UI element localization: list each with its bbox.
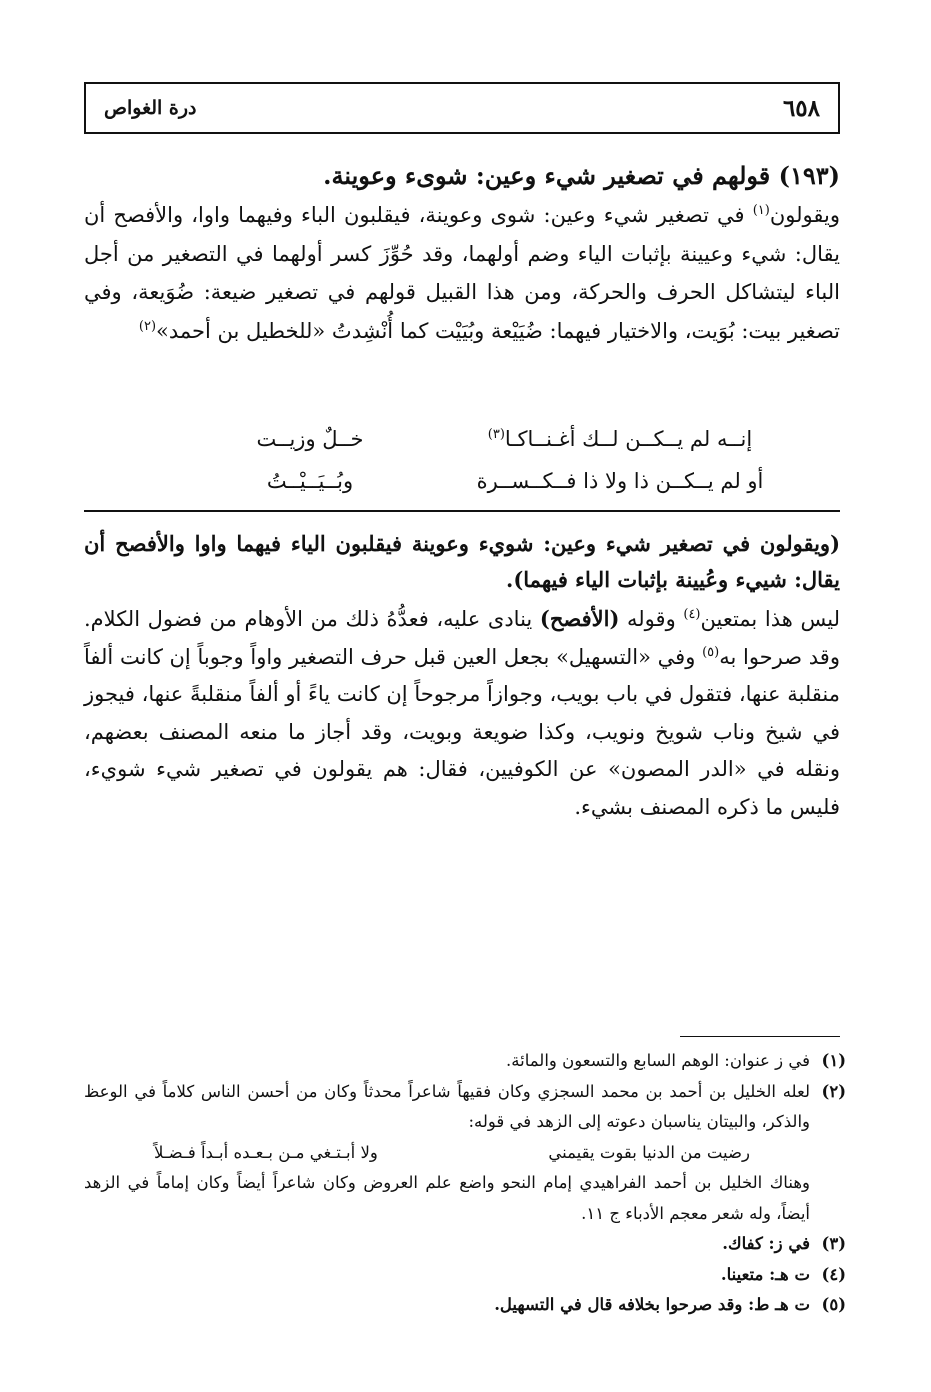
commentary-paragraph: ليس هذا بمتعين$^{(٤)}$ وقوله (الأفصح) ينادى عليه، فعدُّهُ ذلك من الأوهام من فضول الكلام. وقد صرحوا به$^{(٥)}$ وفي «التسهيل» بجعل العين قبل حرف التصغير واواً وجوباً إن كانت ألفاً منقلبة عنها، فتقول في باب بويب، وجوازاً مرجوحاً إن كانت ياءً أو ألفاً منقلبةً عنها، فيجوز في شيخ وناب شويخ ونويب، وكذا ضويعة وبويت، وقد أجاز ما منعه المصنف بعضهم، ونقله في «الدر المصون» عن الكوفيين، فقال: هم يقولون في تصغير شيء شويء، فليس ما ذكره المصنف بشيء. bbox=[84, 606, 840, 819]
footnote-text: ت هـ ط: وقد صرحوا بخلافه قال في التسهيل. bbox=[494, 1295, 810, 1314]
footnotes bbox=[84, 1046, 846, 1321]
footnote-verse: رضيت من الدنيا بقوت يقيمني ولا أبـتـغي مـن بـعـده أبـداً فـضـلاً bbox=[154, 1142, 750, 1162]
footnote-4 bbox=[84, 1260, 846, 1291]
footnote-number: (٥) bbox=[821, 1295, 846, 1314]
verse-line-2 bbox=[160, 466, 770, 496]
verse-1-second-hemistich: خــلٌ وزيــت bbox=[256, 427, 364, 451]
footnote-number: (٣) bbox=[821, 1234, 846, 1253]
footnote-text: في ز: كفاك. bbox=[722, 1234, 810, 1253]
verse-2-second-hemistich: وبُــيَــيْــتُ bbox=[266, 469, 354, 493]
footnote-number: (٤) bbox=[821, 1264, 846, 1284]
verse-1-first-hemistich: إنــه لم يــكــن لــك أغـنــاكـا$^{(٣)}$ bbox=[487, 427, 753, 451]
footnote-text: وهناك الخليل بن أحمد الفراهيدي إمام النحو واضع علم العروض وكان شاعراً أيضاً وكان إماماً في الزهد أيضاً، وله شعر معجم الأدباء ج ١١. bbox=[84, 1173, 810, 1223]
quoted-term: (الأفصح) bbox=[539, 606, 620, 631]
footnote-text: ت هـ: متعينا. bbox=[720, 1264, 810, 1284]
footnote-number: (٢) bbox=[821, 1081, 846, 1101]
footnote-ref-5[interactable]: (٥) bbox=[702, 644, 720, 660]
book-title: درة الغواص bbox=[104, 97, 197, 119]
footnote-ref-3[interactable]: (٣) bbox=[487, 427, 505, 442]
footnote-text: في ز عنوان: الوهم السابع والتسعون والمائة. bbox=[506, 1051, 810, 1070]
section-heading: (١٩٣) قولهم في تصغير شيء وعين: شوىء وعوينة. bbox=[323, 161, 840, 190]
page-header bbox=[84, 82, 840, 134]
footnote-3 bbox=[84, 1229, 846, 1260]
commentary-divider bbox=[84, 510, 840, 512]
footnote-2 bbox=[84, 1077, 846, 1230]
footnote-text: لعله الخليل بن أحمد بن محمد السجزي وكان فقيهاً شاعراً محدثاً وكان من أحسن الناس كلاماً في الوعظ والذكر، والبيتان يناسبان دعوته إلى الزهد في قوله: bbox=[84, 1081, 810, 1131]
main-text-body: في تصغير شيء وعين: شوى وعوينة، فيقلبون الباء وفيهما واوا، والأفصح أن يقال: شيء وعيينة بإثبات الياء وضم أولهما، وقد حُوِّزَ كسر أولهما في التصغير من أجل الباء ليتشاكل الحرف والحركة، ومن هذا القبيل قولهم في تصغير ضيعة: ضُوَيعة، وفي تصغير بيت: بُوَيت، والاختيار فيهما: ضُيَيْعة وبُيَيْت كما أُنْشِدتُ «للخطيل بن أحمد» bbox=[84, 203, 840, 343]
footnote-ref-1[interactable]: (١) bbox=[752, 203, 770, 218]
footnote-ref-4[interactable]: (٤) bbox=[683, 607, 701, 622]
footnote-divider bbox=[680, 1036, 840, 1037]
main-paragraph bbox=[84, 196, 840, 350]
footnote-5 bbox=[84, 1290, 846, 1321]
footnote-1 bbox=[84, 1046, 846, 1077]
verse-line-1 bbox=[160, 424, 770, 454]
page-number: ٦٥٨ bbox=[782, 94, 820, 122]
footnote-number: (١) bbox=[821, 1051, 846, 1070]
verse-2-first-hemistich: أو لم يــكــن ذا ولا ذا فــكــســرة bbox=[476, 469, 764, 493]
commentary-heading: (ويقولون في تصغير شيء وعين: شويء وعوينة فيقلبون الياء فيهما واوا والأفصح أن يقال: شييء وعُيينة بإثبات الياء فيهما). bbox=[84, 531, 840, 592]
footnote-ref-2[interactable]: (٢) bbox=[138, 318, 157, 334]
main-text-start: ويقولون bbox=[769, 203, 840, 227]
